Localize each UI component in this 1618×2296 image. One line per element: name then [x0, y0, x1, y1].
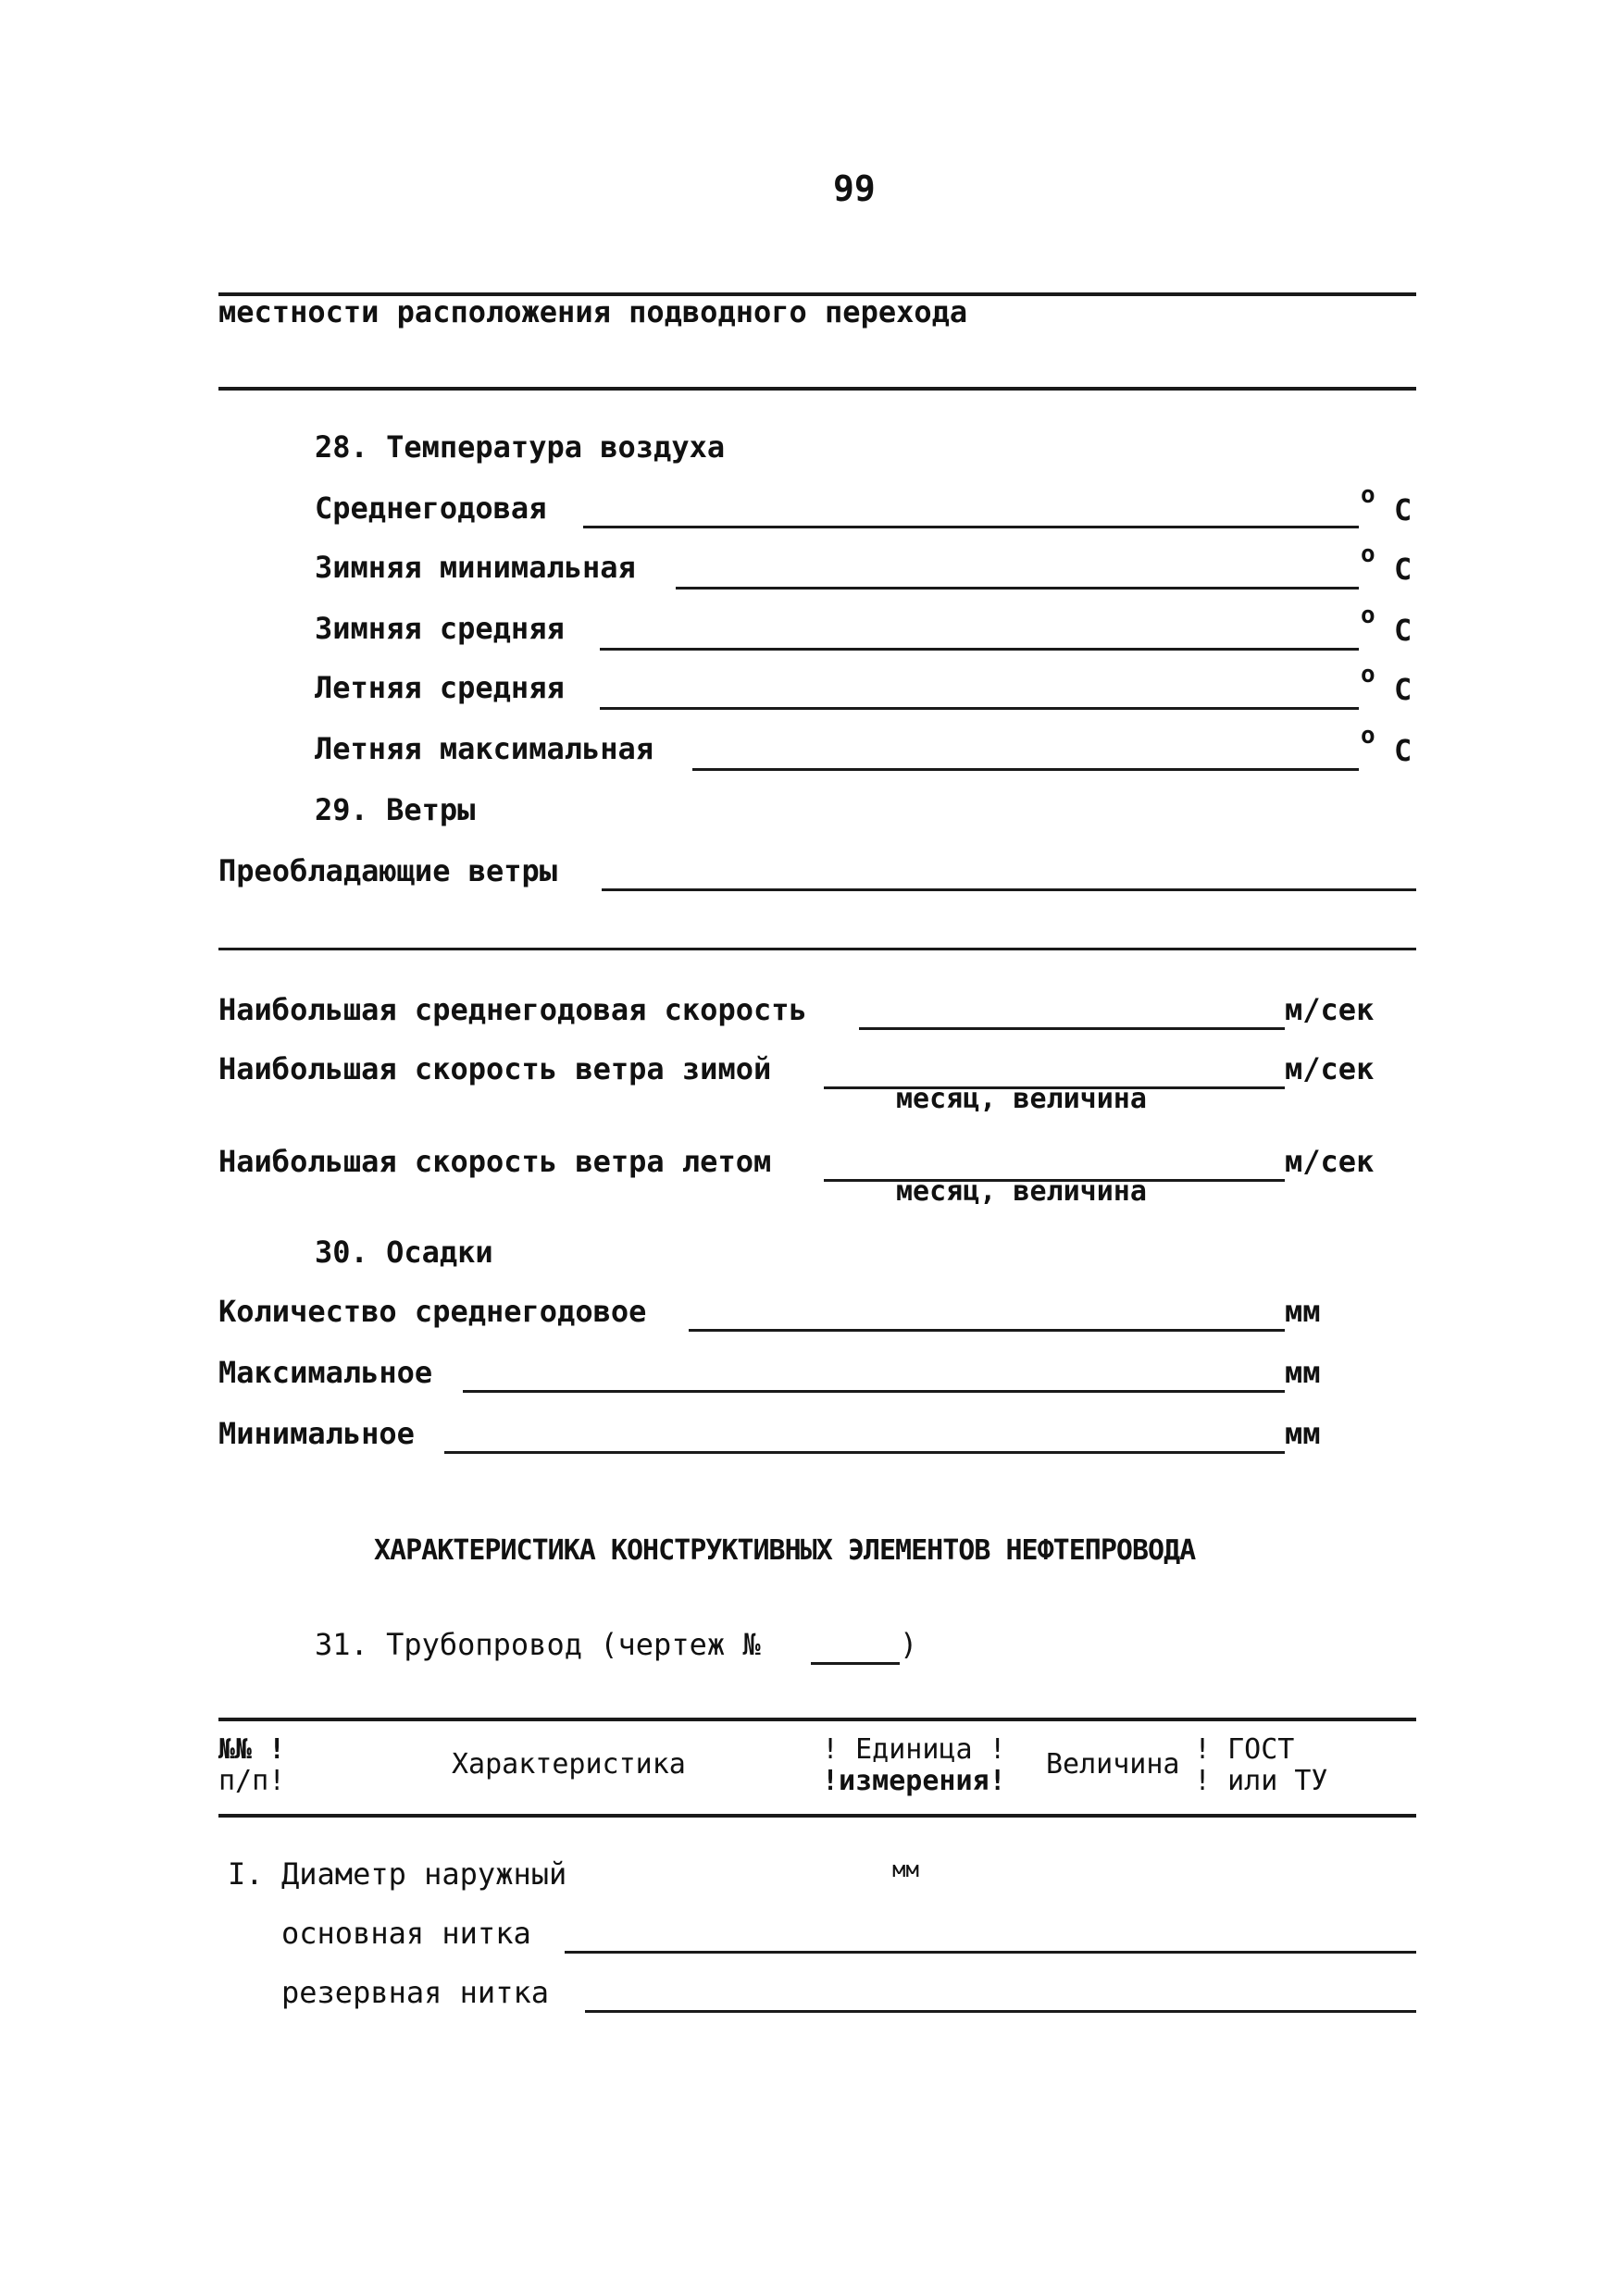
section-31-close: ) — [900, 1627, 918, 1662]
degree-symbol: о — [1361, 481, 1375, 509]
winter-wind-unit: м/сек — [1285, 1051, 1375, 1086]
temp-winter-avg-label: Зимняя средняя — [315, 611, 565, 646]
header-bottom-rule — [218, 387, 1416, 391]
degree-symbol: о — [1361, 540, 1375, 568]
avg-wind-speed-field[interactable] — [859, 1027, 1285, 1030]
temp-avg-field[interactable] — [583, 526, 1359, 528]
row-1-reserve-line-label: резервная нитка — [281, 1975, 549, 2010]
row-1-main-line-field[interactable] — [565, 1951, 1416, 1954]
section-28-title: 28. Температура воздуха — [315, 429, 726, 465]
col-unit-header-2: !измерения! — [822, 1765, 1006, 1797]
temp-summer-avg-label: Летняя средняя — [315, 670, 565, 705]
prevailing-winds-field[interactable] — [602, 888, 1416, 891]
celsius-unit: С — [1394, 733, 1413, 768]
precip-max-unit: мм — [1285, 1355, 1321, 1390]
col-gost-header: ! ГОСТ — [1194, 1733, 1295, 1766]
temp-winter-min-label: Зимняя минимальная — [315, 550, 636, 585]
temp-winter-min-field[interactable] — [676, 587, 1359, 590]
prevailing-winds-label: Преобладающие ветры — [218, 853, 558, 888]
precip-min-field[interactable] — [444, 1451, 1285, 1454]
row-1-number: I. — [228, 1856, 264, 1892]
celsius-unit: С — [1394, 613, 1413, 648]
celsius-unit: С — [1394, 492, 1413, 527]
summer-wind-caption: месяц, величина — [896, 1175, 1147, 1208]
celsius-unit: С — [1394, 552, 1413, 587]
section-30-title: 30. Осадки — [315, 1235, 493, 1270]
prevailing-winds-field-2[interactable] — [218, 948, 1416, 950]
temp-winter-avg-field[interactable] — [600, 648, 1359, 651]
precip-min-label: Минимальное — [218, 1416, 415, 1451]
col-unit-header: ! Единица ! — [822, 1733, 1006, 1766]
row-1-main-line-label: основная нитка — [281, 1916, 531, 1951]
row-1-label: Диаметр наружный — [281, 1856, 567, 1892]
precip-avg-label: Количество среднегодовое — [218, 1294, 647, 1329]
section-31-title: 31. Трубопровод (чертеж № — [315, 1627, 761, 1662]
drawing-number-field[interactable] — [811, 1662, 900, 1665]
temp-summer-avg-field[interactable] — [600, 707, 1359, 710]
precip-avg-unit: мм — [1285, 1294, 1321, 1329]
table-top-rule — [218, 1718, 1416, 1721]
col-number-header-2: п/п! — [218, 1765, 286, 1797]
winter-wind-caption: месяц, величина — [896, 1083, 1147, 1115]
celsius-unit: С — [1394, 672, 1413, 707]
section-heading: ХАРАКТЕРИСТИКА КОНСТРУКТИВНЫХ ЭЛЕМЕНТОВ НЕФТЕПРОВОДА — [374, 1534, 1196, 1567]
avg-wind-speed-label: Наибольшая среднегодовая скорость — [218, 992, 807, 1027]
summer-wind-label: Наибольшая скорость ветра летом — [218, 1144, 772, 1179]
col-characteristic-header: Характеристика — [452, 1748, 686, 1781]
col-number-header: №№ ! — [218, 1733, 286, 1766]
summer-wind-unit: м/сек — [1285, 1144, 1375, 1179]
table-header-bottom-rule — [218, 1814, 1416, 1818]
precip-max-label: Максимальное — [218, 1355, 433, 1390]
temp-avg-label: Среднегодовая — [315, 490, 547, 526]
section-29-title: 29. Ветры — [315, 792, 476, 827]
temp-summer-max-label: Летняя максимальная — [315, 731, 654, 766]
degree-symbol: о — [1361, 722, 1375, 750]
avg-wind-speed-unit: м/сек — [1285, 992, 1375, 1027]
degree-symbol: о — [1361, 602, 1375, 629]
temp-summer-max-field[interactable] — [692, 768, 1359, 771]
row-1-reserve-line-field[interactable] — [585, 2010, 1416, 2013]
col-value-header: Величина — [1046, 1748, 1180, 1781]
row-1-unit: мм — [892, 1856, 919, 1882]
page-number: 99 — [833, 168, 876, 209]
header-text: местности расположения подводного перехода — [218, 294, 968, 329]
degree-symbol: о — [1361, 661, 1375, 689]
winter-wind-label: Наибольшая скорость ветра зимой — [218, 1051, 772, 1086]
precip-max-field[interactable] — [463, 1390, 1285, 1393]
col-gost-header-2: ! или ТУ — [1194, 1765, 1328, 1797]
precip-avg-field[interactable] — [689, 1329, 1285, 1332]
precip-min-unit: мм — [1285, 1416, 1321, 1451]
